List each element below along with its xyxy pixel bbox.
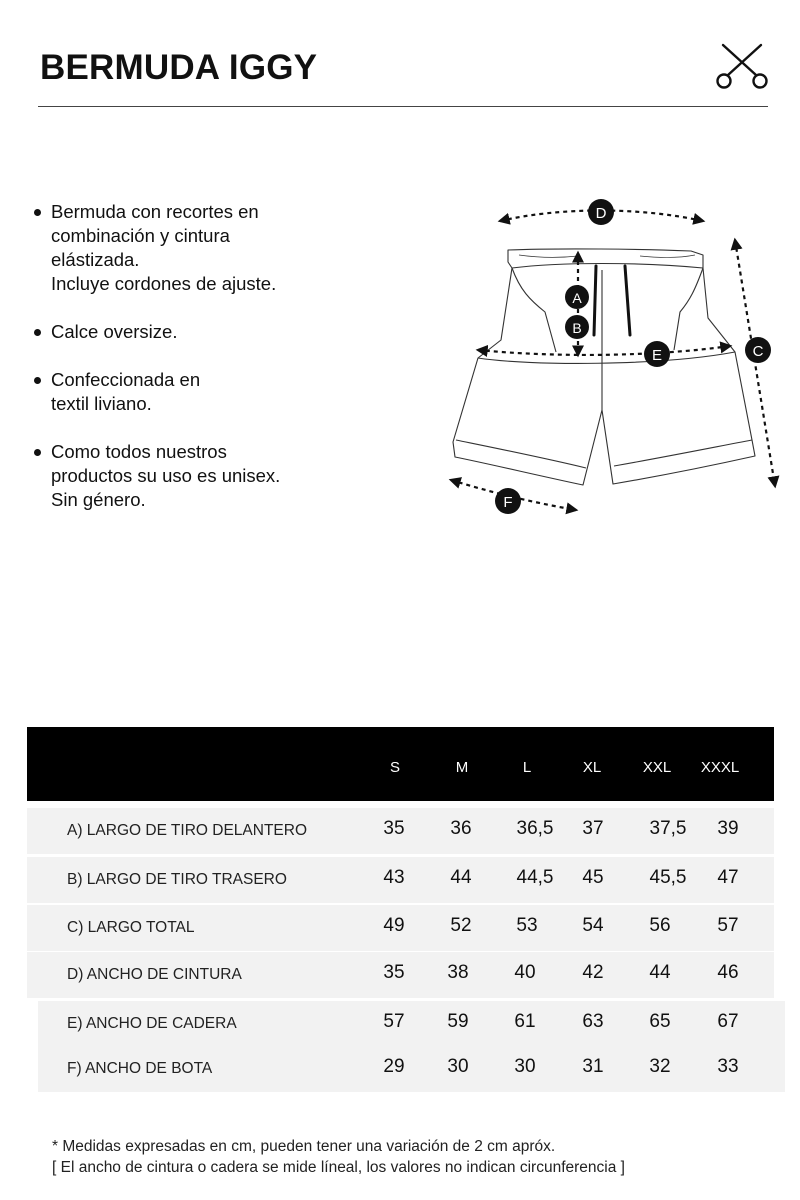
page-title: BERMUDA IGGY: [40, 48, 318, 87]
table-row: B) LARGO DE TIRO TRASERO 43 44 44,5 45 45,5 47: [27, 857, 774, 903]
table-row: E) ANCHO DE CADERA 57 59 61 63 65 67: [38, 1001, 785, 1047]
feature-item: Como todos nuestros productos su uso es unisex. Sin género.: [30, 440, 360, 512]
feature-list: [30, 200, 360, 536]
size-header: M: [455, 759, 469, 776]
row-label: B) LARGO DE TIRO TRASERO: [67, 871, 287, 888]
svg-text:E: E: [651, 347, 663, 364]
marker-c: [745, 337, 771, 363]
size-header: XXL: [642, 759, 672, 776]
row-label: C) LARGO TOTAL: [67, 919, 195, 936]
header-divider: [38, 106, 768, 107]
marker-e: [644, 341, 670, 367]
feature-item: Confeccionada en textil liviano.: [30, 368, 360, 416]
footnote-line: [ El ancho de cintura o cadera se mide líneal, los valores no indican circunferencia ]: [52, 1159, 625, 1176]
table-row: A) LARGO DE TIRO DELANTERO 35 36 36,5 37 37,5 39: [27, 808, 774, 854]
size-header: XL: [582, 759, 602, 776]
drawstrings: [594, 266, 630, 335]
svg-text:A: A: [572, 290, 582, 306]
svg-text:C: C: [752, 343, 764, 360]
shorts-measurement-diagram: [440, 190, 800, 520]
svg-text:F: F: [503, 494, 513, 511]
table-row: D) ANCHO DE CINTURA 35 38 40 42 44 46: [27, 952, 774, 998]
table-row: C) LARGO TOTAL 49 52 53 54 56 57: [27, 905, 774, 951]
footnote: [52, 1136, 625, 1178]
size-table-header: [27, 727, 774, 801]
feature-item: Bermuda con recortes en combinación y cintura elástizada. Incluye cordones de ajuste.: [30, 200, 360, 296]
row-label: F) ANCHO DE BOTA: [67, 1060, 213, 1077]
marker-a: [565, 285, 589, 309]
size-header: S: [389, 759, 400, 776]
table-row: F) ANCHO DE BOTA 29 30 30 31 32 33: [38, 1046, 785, 1092]
marker-f: [495, 488, 521, 514]
size-header: XXXL: [700, 759, 740, 776]
feature-item: Calce oversize.: [30, 320, 360, 344]
svg-text:D: D: [595, 205, 607, 222]
row-label: D) ANCHO DE CINTURA: [67, 966, 242, 983]
footnote-line: * Medidas expresadas en cm, pueden tener una variación de 2 cm apróx.: [52, 1138, 556, 1155]
scissors-icon: [716, 42, 768, 90]
shorts-outline: [453, 249, 755, 485]
row-label: A) LARGO DE TIRO DELANTERO: [67, 822, 308, 839]
row-label: E) ANCHO DE CADERA: [67, 1015, 237, 1032]
marker-b: [565, 315, 589, 339]
size-header: L: [522, 759, 532, 776]
marker-d: [588, 199, 614, 225]
svg-text:B: B: [572, 320, 582, 336]
